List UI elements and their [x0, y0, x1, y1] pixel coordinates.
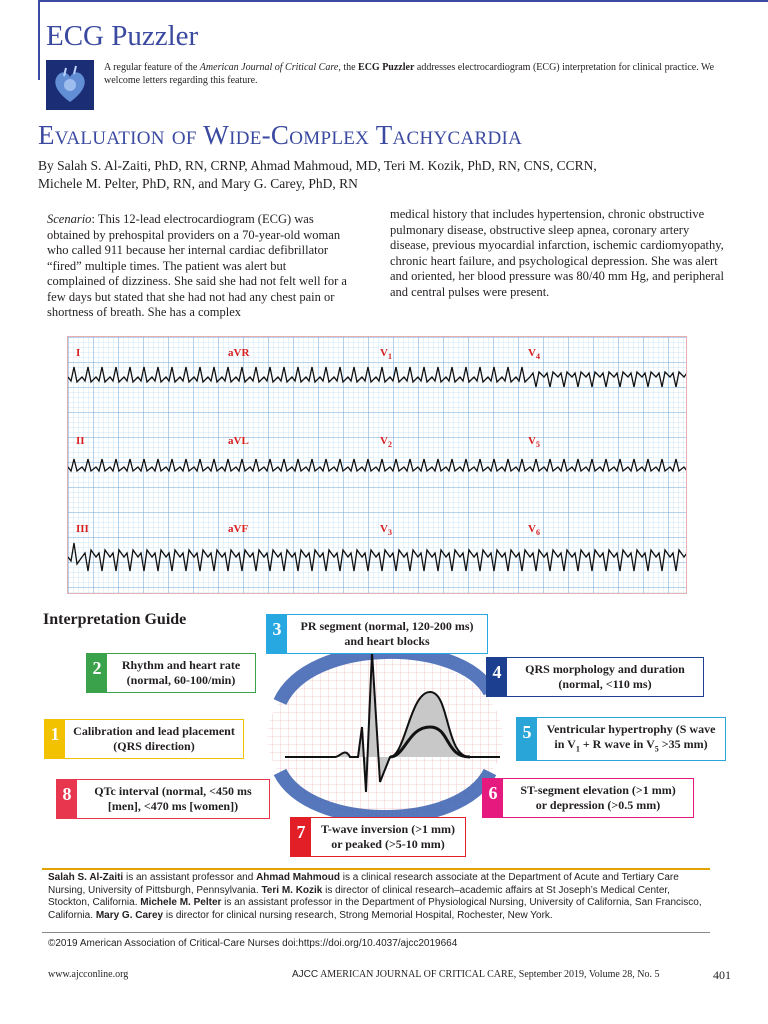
copyright-rule — [42, 932, 710, 933]
lead-label: $V_4$ — [528, 347, 540, 362]
lead-label: $V_2$ — [380, 435, 392, 450]
guide-number-badge: 8 — [57, 780, 77, 818]
guide-title: Interpretation Guide — [43, 611, 187, 628]
page-number: 401 — [713, 968, 731, 982]
guide-item-6: 6 ST-segment elevation (>1 mm) or depression (>0.5 mm) — [482, 778, 694, 818]
lead-label: $V_3$ — [380, 523, 392, 538]
guide-number-badge: 2 — [87, 654, 107, 692]
footer-rule — [42, 868, 710, 870]
guide-item-3: 3 PR segment (normal, 120-200 ms) and heart blocks — [266, 614, 488, 654]
guide-item-8: 8 QTc interval (normal, <450 ms [men], <470 ms [women]) — [56, 779, 270, 819]
guide-number-badge: 5 — [517, 718, 537, 760]
ecg-grid — [68, 337, 686, 593]
lead-label: III — [76, 523, 89, 535]
author-bios: Salah S. Al-Zaiti is an assistant professor and Ahmad Mahmoud is a clinical research associate at the Department of Acute and Tertiary Care Nursing, University of Pittsburgh, Pennsylvania. Teri M. Kozik is director of clinical research–academic affairs at St Joseph’s Medical Center, Stockton, California. Michele M. Pelter is an assistant professor in the Department of Physiological Nursing, University of California, San Francisco, California. Mary G. Carey is director for clinical nursing research, Strong Memorial Hospital, Rochester, New York. — [48, 872, 702, 921]
lead-label: $V_6$ — [528, 523, 540, 538]
lead-label: II — [76, 435, 85, 447]
guide-item-1: 1 Calibration and lead placement (QRS direction) — [44, 719, 244, 759]
copyright: ©2019 American Association of Critical-Care Nurses doi:https://doi.org/10.4037/ajcc2019664 — [48, 938, 458, 949]
lead-label: $V_1$ — [380, 347, 392, 362]
byline: By Salah S. Al-Zaiti, PhD, RN, CRNP, Ahmad Mahmoud, MD, Teri M. Kozik, PhD, RN, CNS, CCRN, Michele M. Pelter, PhD, RN, and Mary G. Carey, PhD, RN — [38, 158, 597, 191]
guide-item-7: 7 T-wave inversion (>1 mm) or peaked (>5-10 mm) — [290, 817, 466, 857]
guide-item-2: 2 Rhythm and heart rate (normal, 60-100/min) — [86, 653, 256, 693]
left-rule — [38, 0, 40, 80]
heart-logo-icon — [46, 60, 94, 110]
section-title: ECG Puzzler — [46, 20, 199, 52]
body-column-right: medical history that includes hypertension, chronic obstructive pulmonary disease, obstructive sleep apnea, coronary artery disease, previous myocardial infarction, ischemic cardiomyopathy, chronic heart failure, and psychological depression. She was alert and oriented, her blood pressure was 80/40 mm Hg, and peripheral and central pulses were present. — [390, 207, 724, 299]
lead-label: $V_5$ — [528, 435, 540, 450]
lead-label: aVF — [228, 523, 249, 535]
guide-number-badge: 6 — [483, 779, 503, 817]
guide-item-5: 5 Ventricular hypertrophy (S wave in $V_1 + R$ wave in $V_5 >35$ mm) — [516, 717, 726, 761]
guide-number-badge: 3 — [267, 615, 287, 653]
top-rule — [38, 0, 768, 2]
lead-label: aVR — [228, 347, 250, 359]
article-title: Evaluation of Wide-Complex Tachycardia — [38, 120, 523, 150]
lead-label: aVL — [228, 435, 249, 447]
guide-number-badge: 4 — [487, 658, 507, 696]
guide-number-badge: 7 — [291, 818, 311, 856]
ecg-strip — [67, 336, 687, 594]
body-column-left: Scenario: This 12-lead electrocardiogram (ECG) was obtained by prehospital providers on a 70-year-old woman who called 911 because her internal cardiac defibrillator “fired” multiple times. The patient was alert but complained of dizziness. She said she had not felt well for a few days but stated that she had not had any chest pain or shortness of breath. She has a complex — [47, 212, 347, 319]
lead-label: I — [76, 347, 81, 359]
guide-item-4: 4 QRS morphology and duration (normal, <110 ms) — [486, 657, 704, 697]
guide-number-badge: 1 — [45, 720, 65, 758]
feature-note: A regular feature of the American Journal of Critical Care, the ECG Puzzler addresses electrocardiogram (ECG) interpretation for clinical practice. We welcome letters regarding this feature. — [104, 62, 715, 86]
website-link[interactable]: www.ajcconline.org — [48, 969, 129, 980]
journal-line: AJCC AMERICAN JOURNAL OF CRITICAL CARE, September 2019, Volume 28, No. 5 — [292, 969, 660, 980]
